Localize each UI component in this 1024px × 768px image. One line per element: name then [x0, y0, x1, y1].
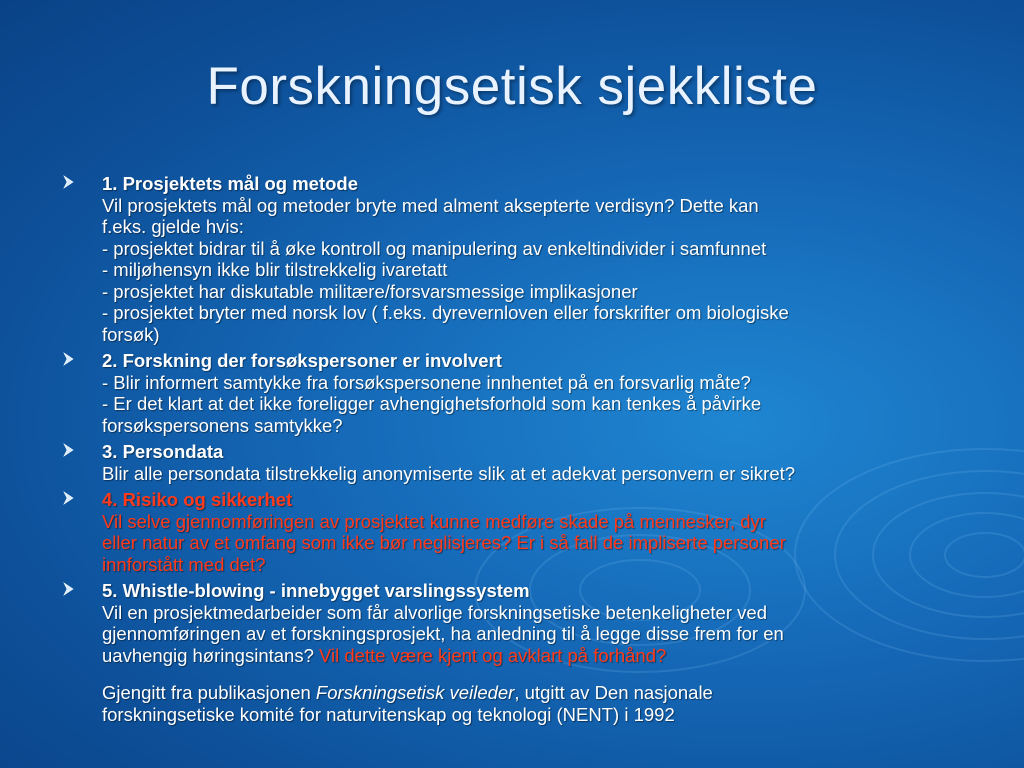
item-text: - prosjektet har diskutable militære/forsvarsmessige implikasjoner — [102, 280, 638, 302]
item-text: gjennomføringen av et forskningsprosjekt, ha anledning til å legge disse frem for en — [102, 623, 784, 644]
chevron-arrow-icon — [62, 351, 76, 367]
item-text: - Blir informert samtykke fra forsøkspersonene innhentet på en forsvarlig måte? — [102, 371, 751, 393]
item-heading: 4. Risiko og sikkerhet — [102, 489, 293, 510]
checklist-item-4 — [62, 489, 962, 575]
checklist-item-3 — [62, 441, 962, 484]
citation-prefix: Gjengitt fra publikasjonen — [102, 682, 316, 703]
item-text: - miljøhensyn ikke blir tilstrekkelig ivaretatt — [102, 259, 448, 280]
checklist-item-1 — [62, 173, 962, 345]
item-text: forsøk) — [102, 323, 160, 345]
item-text-mixed — [102, 645, 962, 667]
item-text: - Er det klart at det ikke foreligger avhengighetsforhold som kan tenkes å påvirke — [102, 393, 762, 414]
checklist-item-5 — [62, 580, 962, 666]
citation-publication-title: Forskningsetisk veileder — [315, 682, 515, 703]
item-text: Vil selve gjennomføringen av prosjektet kunne medføre skade på mennesker, dyr — [102, 510, 766, 532]
chevron-arrow-icon — [62, 581, 76, 597]
source-citation — [62, 682, 962, 725]
item-text-highlight: Vil dette være kjent og avklart på forhånd? — [319, 644, 667, 666]
slide-title: Forskningsetisk sjekkliste — [206, 57, 818, 116]
chevron-arrow-icon — [62, 442, 76, 458]
item-heading: 5. Whistle-blowing - innebygget varslingssystem — [102, 580, 530, 601]
chevron-arrow-icon — [62, 174, 76, 190]
checklist-item-2 — [62, 350, 962, 436]
item-text: - prosjektet bryter med norsk lov ( f.eks. dyrevernloven eller forskrifter om biologiske — [102, 302, 789, 323]
item-text: eller natur av et omfang som ikke bør neglisjeres? Er i så fall de impliserte personer — [102, 532, 786, 553]
item-text: Vil en prosjektmedarbeider som får alvorlige forskningsetiske betenkeligheter ved — [102, 601, 767, 623]
item-text: f.eks. gjelde hvis: — [102, 216, 244, 237]
item-text: innforstått med det? — [102, 553, 266, 575]
item-heading: 3. Persondata — [102, 441, 224, 462]
citation-suffix: , utgitt av Den nasjonale — [514, 682, 713, 703]
citation-line-2: forskningsetiske komité for naturvitenskap og teknologi (NENT) i 1992 — [102, 703, 675, 725]
chevron-arrow-icon — [62, 490, 76, 506]
item-heading: 2. Forskning der forsøkspersoner er involvert — [102, 350, 502, 371]
item-text: - prosjektet bidrar til å øke kontroll og manipulering av enkeltindivider i samfunnet — [102, 237, 767, 259]
item-heading: 1. Prosjektets mål og metode — [102, 173, 359, 194]
checklist — [62, 173, 962, 725]
item-text: Vil prosjektets mål og metoder bryte med alment aksepterte verdisyn? Dette kan — [102, 194, 759, 216]
item-text: Blir alle persondata tilstrekkelig anonymiserte slik at et adekvat personvern er sikret? — [102, 462, 796, 484]
item-text: uavhengig høringsintans? — [102, 644, 320, 666]
item-text: forsøkspersonens samtykke? — [102, 414, 343, 436]
